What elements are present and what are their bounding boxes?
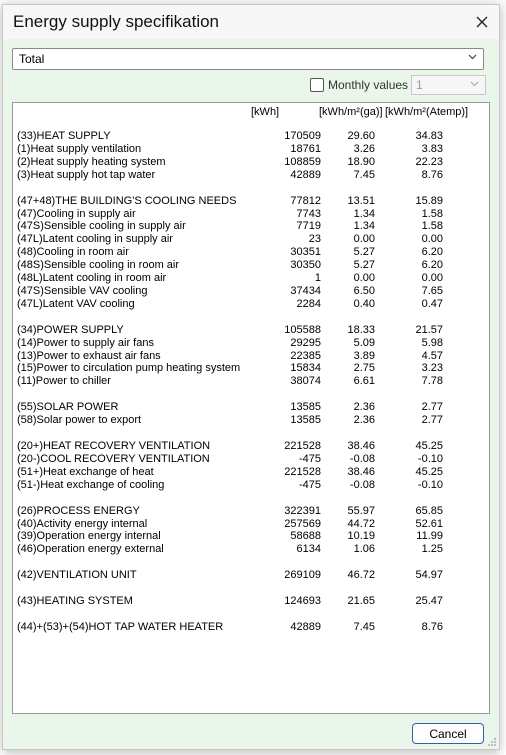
row-label: (48S)Sensible cooling in room air (17, 259, 180, 272)
row-label: (42)VENTILATION UNIT (17, 569, 137, 582)
row-kwh-ga: 18.90 (347, 155, 375, 168)
row-kwh: 170509 (284, 130, 321, 142)
monthly-values-toggle[interactable] (310, 76, 408, 94)
row-kwh-atemp: 8.76 (421, 168, 443, 181)
row-kwh-ga: 38.46 (347, 465, 375, 478)
row-kwh-ga: 6.50 (353, 284, 375, 297)
row-kwh: 221528 (284, 465, 321, 478)
table-row (17, 298, 487, 311)
row-label: (58)Solar power to export (17, 414, 142, 427)
row-label: (3)Heat supply hot tap water (17, 168, 156, 181)
table-row (17, 362, 487, 375)
row-kwh-ga: 18.33 (347, 323, 375, 336)
row-kwh-atemp: 3.23 (421, 362, 443, 375)
row-kwh-atemp: 2.77 (421, 414, 443, 427)
table-row (17, 285, 487, 298)
row-kwh: 38074 (290, 375, 321, 388)
row-kwh-ga: 29.60 (347, 130, 375, 142)
row-kwh: 22385 (290, 349, 321, 362)
row-kwh: 37434 (290, 284, 321, 297)
row-label: (20-)COOL RECOVERY VENTILATION (17, 452, 210, 465)
table-row (17, 414, 487, 427)
row-label: (47S)Sensible cooling in supply air (17, 220, 186, 233)
row-kwh-atemp: 0.47 (421, 297, 443, 310)
row-kwh-atemp: 22.23 (415, 155, 443, 168)
row-kwh: 29295 (290, 336, 321, 349)
row-label: (47L)Latent VAV cooling (17, 297, 135, 310)
table-row (17, 195, 487, 208)
row-kwh-ga: 3.26 (353, 142, 375, 155)
row-kwh: 13585 (290, 414, 321, 427)
row-kwh-ga: 7.45 (353, 168, 375, 181)
dialog-content (3, 39, 499, 749)
row-kwh: 18761 (290, 142, 321, 155)
row-kwh: 221528 (284, 440, 321, 452)
row-kwh-ga: 2.75 (353, 362, 375, 375)
energy-table[interactable] (12, 102, 490, 714)
cancel-button[interactable]: Cancel (412, 723, 484, 744)
row-kwh-atemp: 25.47 (415, 595, 443, 608)
row-label: (11)Power to chiller (17, 375, 111, 388)
row-kwh-ga: 38.46 (347, 440, 375, 452)
row-kwh-atemp: 11.99 (416, 530, 443, 543)
row-label: (51-)Heat exchange of cooling (17, 478, 165, 491)
row-kwh: 6134 (296, 543, 321, 556)
row-kwh: 124693 (284, 595, 321, 608)
row-kwh-ga: 1.06 (353, 543, 375, 556)
row-kwh-ga: 7.45 (353, 621, 375, 633)
table-row (17, 169, 487, 182)
row-kwh-ga: 10.19 (347, 530, 375, 543)
close-button[interactable] (465, 5, 499, 39)
table-row (17, 440, 487, 453)
row-kwh-atemp: 34.83 (415, 130, 443, 142)
table-row (17, 233, 487, 246)
table-row (17, 595, 487, 608)
table-row (17, 259, 487, 272)
table-row (17, 246, 487, 259)
row-label: (51+)Heat exchange of heat (17, 465, 154, 478)
row-kwh-atemp: 3.83 (421, 142, 443, 155)
month-select[interactable] (411, 75, 486, 95)
row-kwh-atemp: 8.76 (421, 621, 443, 633)
table-row (17, 621, 487, 634)
row-label: (47+48)THE BUILDING'S COOLING NEEDS (17, 194, 237, 207)
table-row (17, 375, 487, 388)
table-row (17, 543, 487, 556)
row-label: (15)Power to circulation pump heating system (17, 362, 241, 375)
row-kwh-atemp: 2.77 (421, 401, 443, 414)
row-kwh-atemp: 45.25 (415, 440, 443, 452)
row-kwh: 42889 (290, 621, 321, 633)
row-kwh-atemp: 1.58 (421, 220, 443, 233)
table-row (17, 530, 487, 543)
row-kwh-ga: 1.34 (353, 220, 375, 233)
row-kwh-ga: 2.36 (353, 414, 375, 427)
category-select-value: Total (19, 52, 45, 66)
row-label: (47S)Sensible VAV cooling (17, 284, 148, 297)
row-kwh: 77812 (290, 194, 321, 207)
table-row (17, 272, 487, 285)
row-label: (34)POWER SUPPLY (17, 323, 124, 336)
row-label: (26)PROCESS ENERGY (17, 504, 140, 517)
month-select-value: 1 (416, 78, 423, 92)
row-kwh-atemp: 6.20 (421, 259, 443, 272)
row-kwh-atemp: 54.97 (415, 569, 443, 582)
row-kwh: 105588 (284, 323, 321, 336)
table-row (17, 518, 487, 531)
row-kwh: 322391 (284, 504, 321, 517)
resize-grip-icon[interactable] (487, 737, 497, 747)
row-kwh: 58688 (290, 530, 321, 543)
row-kwh-atemp: 0.00 (421, 233, 443, 246)
row-kwh-atemp: 0.00 (421, 272, 443, 284)
row-kwh: 7719 (296, 220, 321, 233)
column-header-kwh-atemp: [kWh/m²(Atemp)] (385, 106, 469, 118)
table-row (17, 324, 487, 337)
table-row (17, 401, 487, 414)
row-kwh-ga: 46.72 (347, 569, 375, 582)
row-kwh-atemp: -0.10 (417, 452, 443, 465)
row-kwh: -475 (298, 478, 321, 491)
row-label: (1)Heat supply ventilation (17, 142, 142, 155)
table-row (17, 569, 487, 582)
row-kwh-atemp: 21.57 (415, 323, 443, 336)
table-row (17, 130, 487, 143)
category-select[interactable] (12, 48, 484, 70)
row-kwh-ga: 0.00 (353, 272, 375, 284)
row-kwh: 269109 (284, 569, 321, 582)
row-kwh: 23 (308, 233, 321, 246)
row-kwh: 42889 (290, 168, 321, 181)
row-kwh-atemp: 65.85 (415, 504, 443, 517)
row-label: (20+)HEAT RECOVERY VENTILATION (17, 440, 211, 452)
table-row (17, 220, 487, 233)
row-label: (40)Activity energy internal (17, 517, 148, 530)
row-kwh-ga: 0.00 (353, 233, 375, 246)
row-kwh-atemp: 1.25 (421, 543, 443, 556)
row-kwh-ga: 55.97 (347, 504, 375, 517)
table-row (17, 453, 487, 466)
row-label: (55)SOLAR POWER (17, 401, 119, 414)
row-label: (2)Heat supply heating system (17, 155, 166, 168)
row-kwh: -475 (298, 452, 321, 465)
row-kwh: 257569 (284, 517, 321, 530)
row-kwh: 30351 (290, 246, 321, 259)
row-kwh-ga: 5.27 (353, 259, 375, 272)
row-kwh-atemp: 15.89 (415, 194, 443, 207)
row-kwh-atemp: 7.78 (421, 375, 443, 388)
row-label: (43)HEATING SYSTEM (17, 595, 133, 608)
row-kwh-atemp: 7.65 (421, 284, 443, 297)
table-row (17, 143, 487, 156)
row-kwh-atemp: 52.61 (415, 517, 443, 530)
row-kwh-ga: 0.40 (353, 297, 375, 310)
row-kwh-atemp: 6.20 (421, 246, 443, 259)
row-label: (48)Cooling in room air (17, 246, 129, 259)
table-row (17, 479, 487, 492)
monthly-values-label: Monthly values (328, 78, 409, 92)
chevron-down-icon (467, 51, 478, 65)
column-header-kwh: [kWh] (251, 106, 280, 118)
row-kwh-ga: 44.72 (347, 517, 375, 530)
energy-supply-dialog (2, 4, 500, 750)
row-kwh-ga: 5.27 (353, 246, 375, 259)
close-icon (475, 15, 489, 29)
row-label: (33)HEAT SUPPLY (17, 130, 111, 142)
row-kwh-atemp: 5.98 (421, 336, 443, 349)
row-label: (13)Power to exhaust air fans (17, 349, 161, 362)
row-kwh-ga: 13.51 (347, 194, 375, 207)
row-kwh: 15834 (290, 362, 321, 375)
row-label: (48L)Latent cooling in room air (17, 272, 167, 284)
row-kwh-ga: 6.61 (353, 375, 375, 388)
row-kwh-ga: 21.65 (347, 595, 375, 608)
row-kwh: 30350 (290, 259, 321, 272)
row-kwh: 7743 (296, 207, 321, 220)
row-kwh-ga: 3.89 (353, 349, 375, 362)
table-row (17, 337, 487, 350)
table-row (17, 466, 487, 479)
row-label: (44)+(53)+(54)HOT TAP WATER HEATER (17, 621, 224, 633)
row-label: (39)Operation energy internal (17, 530, 161, 543)
row-label: (47L)Latent cooling in supply air (17, 233, 173, 246)
row-kwh: 2284 (296, 297, 321, 310)
chevron-down-icon (469, 78, 480, 92)
row-kwh: 108859 (284, 155, 321, 168)
row-label: (46)Operation energy external (17, 543, 164, 556)
row-label: (47)Cooling in supply air (17, 207, 136, 220)
dialog-title: Energy supply specifikation (13, 12, 220, 31)
title-bar (3, 5, 499, 39)
row-kwh-ga: 2.36 (353, 401, 375, 414)
row-kwh-atemp: -0.10 (417, 478, 443, 491)
row-kwh-ga: 5.09 (353, 336, 375, 349)
row-label: (14)Power to supply air fans (17, 336, 154, 349)
row-kwh-ga: -0.08 (349, 452, 375, 465)
table-row (17, 156, 487, 169)
row-kwh-atemp: 1.58 (421, 207, 443, 220)
monthly-values-checkbox[interactable] (310, 78, 324, 92)
row-kwh: 1 (314, 272, 321, 284)
table-row (17, 505, 487, 518)
row-kwh-ga: 1.34 (353, 207, 375, 220)
row-kwh: 13585 (290, 401, 321, 414)
row-kwh-atemp: 4.57 (421, 349, 443, 362)
row-kwh-atemp: 45.25 (415, 465, 443, 478)
table-row (17, 208, 487, 221)
row-kwh-ga: -0.08 (349, 478, 375, 491)
table-row (17, 350, 487, 363)
column-header-kwh-ga: [kWh/m²(ga)] (319, 106, 383, 118)
